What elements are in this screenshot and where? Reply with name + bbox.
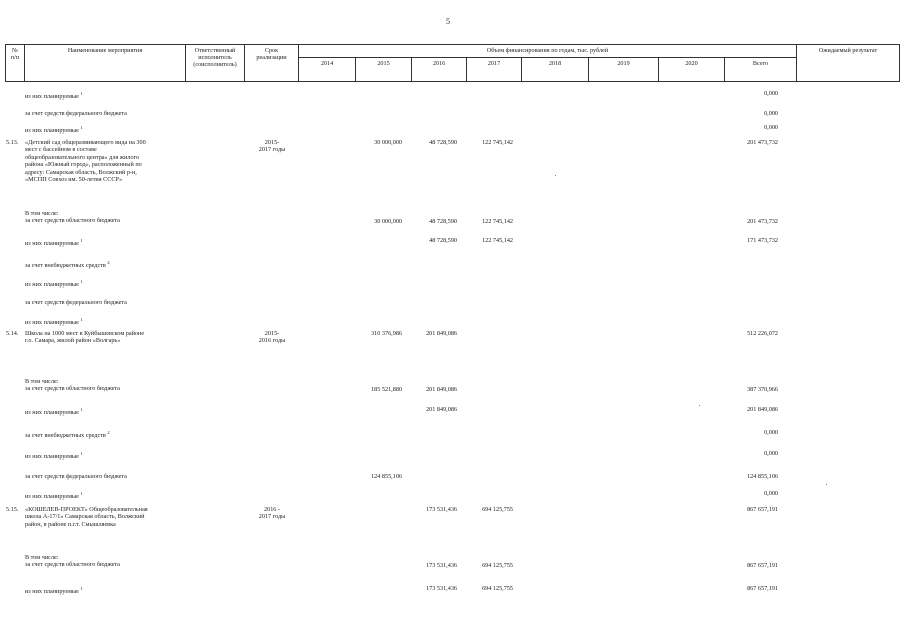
value-v2016: 48 728,590 [429,139,457,146]
footnote-mark: 1 [80,317,83,322]
scan-speck [699,405,700,406]
row-label-text: за счет внебюджетных средств [25,262,106,270]
footnote-mark: 2 [107,430,110,435]
row-term: 2015- 2017 годы [258,139,286,154]
value-v2016: 173 531,436 [426,506,457,513]
value-v2017: 122 745,142 [482,139,513,146]
value-total: 201 473,732 [747,139,778,146]
value-v2017: 122 745,142 [482,218,513,225]
value-v2015: 30 000,000 [374,139,402,146]
value-total: 387 370,966 [747,386,778,393]
value-total: 867 657,191 [747,562,778,569]
row-label [25,473,183,480]
scan-speck [555,175,556,176]
footnote-mark: 2 [107,260,110,265]
header-year-2014: 2014 [298,57,356,82]
row-label-text: из них планируемые [25,281,79,289]
row-label-text: «КОШЕЛЕВ-ПРОЕКТ» Общеобразовательная школа А-17/1» Самарская область, Волжский район, в районе п.г.т. Смышляевка [25,506,148,528]
header-year-2017: 2017 [466,57,522,82]
row-label-text: «Детский сад общеразвивающего вида на 300 мест с бассейном в составе общеобразовательного центра» для жилого района «Южный город», расположенный по адресу: Самарская область, Волжский р-н, «МСПП Совхоз им. 50-летия СССР» [25,139,146,184]
header-no: № п/п [5,44,25,82]
row-label [25,406,183,416]
row-label [25,210,183,225]
row-label-text: из них планируемые [25,127,79,135]
header-year-2016: 2016 [411,57,467,82]
row-label-text: за счет средств федерального бюджета [25,299,127,306]
row-label [25,278,183,288]
value-total: 0,000 [764,124,778,131]
row-label-text: В том числе: за счет средств областного бюджета [25,554,120,569]
row-label [25,506,183,528]
row-term: 2015- 2016 годы [258,330,286,345]
header-result: Ожидаемый результат [796,44,900,82]
row-label [25,90,183,100]
value-v2015: 124 855,106 [371,473,402,480]
row-label [25,259,183,269]
row-label-text: Школа на 1000 мест в Куйбышевском районе г.о. Самара, жилой район «Волгарь» [25,330,145,345]
row-label-text: из них планируемые [25,319,79,327]
row-label-text: за счет средств федерального бюджета [25,110,127,117]
footnote-mark: 1 [80,279,83,284]
value-total: 0,000 [764,490,778,497]
header-funding: Объем финансирования по годам, тыс. рублей [298,44,797,58]
value-v2017: 694 125,755 [482,585,513,592]
row-label [25,316,183,326]
row-label-text: из них планируемые [25,493,79,501]
footnote-mark: 1 [80,407,83,412]
footnote-mark: 1 [80,491,83,496]
row-label [25,237,183,247]
value-total: 0,000 [764,90,778,97]
value-v2016: 201 849,086 [426,406,457,413]
header-year-2018: 2018 [521,57,589,82]
row-label-text: В том числе: за счет средств областного бюджета [25,378,120,393]
row-label [25,450,183,460]
value-total: 0,000 [764,429,778,436]
value-total: 201 849,086 [747,406,778,413]
value-total: 201 473,732 [747,218,778,225]
value-total: 171 473,732 [747,237,778,244]
value-v2015: 30 000,000 [374,218,402,225]
value-v2017: 122 745,142 [482,237,513,244]
value-v2016: 48 728,590 [429,237,457,244]
row-label [25,299,183,306]
page-mark: 5 [446,17,450,26]
row-label [25,490,183,500]
footnote-mark: 1 [80,451,83,456]
value-total: 512 226,072 [747,330,778,337]
footnote-mark: 1 [80,238,83,243]
row-label [25,110,183,117]
row-label-text: за счет средств федерального бюджета [25,473,127,480]
row-label [25,429,183,439]
value-total: 867 657,191 [747,585,778,592]
row-term: 2016 - 2017 годы [258,506,286,521]
row-label-text: из них планируемые [25,409,79,417]
header-year-2020: 2020 [658,57,725,82]
header-term: Срок реализации [244,44,299,82]
row-label [25,554,183,569]
value-v2016: 201 849,086 [426,386,457,393]
value-v2017: 694 125,755 [482,562,513,569]
row-number: 5.15. [6,506,19,513]
row-label-text: из них планируемые [25,93,79,101]
value-v2016: 48 728,590 [429,218,457,225]
value-total: 0,000 [764,110,778,117]
row-label [25,330,183,345]
row-label [25,378,183,393]
value-total: 124 855,106 [747,473,778,480]
value-v2015: 310 376,986 [371,330,402,337]
header-name: Наименование мероприятия [24,44,186,82]
value-total: 0,000 [764,450,778,457]
header-year-2015: 2015 [355,57,412,82]
row-label-text: из них планируемые [25,453,79,461]
value-v2016: 173 531,436 [426,585,457,592]
row-number: 5.13. [6,139,19,146]
value-v2017: 694 125,755 [482,506,513,513]
row-label-text: за счет внебюджетных средств [25,432,106,440]
header-total: Всего [724,57,797,82]
row-label-text: В том числе: за счет средств областного бюджета [25,210,120,225]
header-executor: Ответственный исполнитель (соисполнитель) [185,44,245,82]
value-v2016: 173 531,436 [426,562,457,569]
row-label [25,585,183,595]
row-label [25,124,183,134]
row-label-text: из них планируемые [25,588,79,596]
value-v2016: 201 849,086 [426,330,457,337]
row-label-text: из них планируемые [25,240,79,248]
row-number: 5.14. [6,330,19,337]
footnote-mark: 1 [80,586,83,591]
footnote-mark: 1 [80,91,83,96]
value-v2015: 185 521,880 [371,386,402,393]
value-total: 867 657,191 [747,506,778,513]
scan-speck [826,484,827,485]
header-year-2019: 2019 [588,57,659,82]
row-label [25,139,183,183]
footnote-mark: 1 [80,125,83,130]
